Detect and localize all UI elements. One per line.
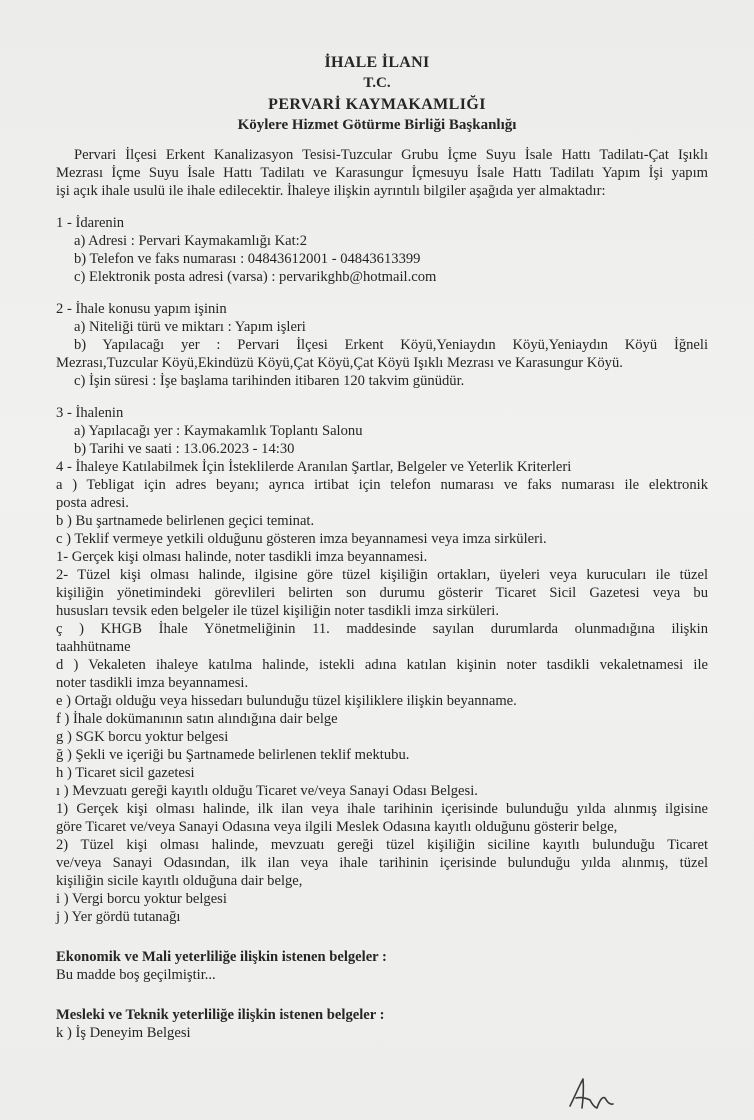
work-duration-line: c) İşin süresi : İşe başlama tarihinden itibaren 120 takvim günüdür. (74, 373, 465, 389)
financial-text: Bu madde boş geçilmiştir... (56, 967, 216, 983)
intro-line: işi açık ihale usulü ile ihale edilecektir. İhaleye ilişkin ayrıntılı bilgiler aşağıda yer almaktadır: (56, 183, 606, 199)
requirement-line: ve/veya Sanayi Odasından, ilk ilan veya ihale tarihinin içerisinde bulunduğu yılda alınmış, tüzel (56, 855, 708, 871)
office-name: PERVARİ KAYMAKAMLIĞI (268, 96, 486, 113)
phone-line: b) Telefon ve faks numarası : 04843612001 - 04843613399 (74, 251, 421, 267)
technical-item: k ) İş Deneyim Belgesi (56, 1025, 191, 1041)
signature-mark (566, 1074, 616, 1114)
work-type-line: a) Niteliği türü ve miktarı : Yapım işleri (74, 319, 306, 335)
requirement-line: d ) Vekaleten ihaleye katılma halinde, istekli adına katılan kişinin noter tasdikli vekaletnamesi ile (56, 657, 708, 673)
document-header (0, 52, 754, 136)
requirement-line: hususları tevsik eden belgeler ile tüzel kişiliğin noter tasdikli imza sirküleri. (56, 603, 499, 619)
address-line: a) Adresi : Pervari Kaymakamlığı Kat:2 (74, 233, 308, 249)
requirement-line: i ) Vergi borcu yoktur belgesi (56, 891, 227, 907)
work-location-line: Mezrası,Tuzcular Köyü,Ekindüzü Köyü,Çat Köyü,Çat Köyü Işıklı Mezrası ve Karasungur Köyü. (56, 355, 623, 371)
requirement-line: posta adresi. (56, 495, 129, 511)
requirement-line: ç ) KHGB İhale Yönetmeliğinin 11. maddesinde sayılan durumlarda olunmadığına ilişkin (56, 621, 708, 637)
document-body (56, 146, 708, 1042)
requirement-line: kişiliğin yönetimindeki görevlileri belirten son durumu gösterir Ticaret Sicil Gazetesi veya bu (56, 585, 708, 601)
requirement-line: j ) Yer gördü tutanağı (56, 909, 181, 925)
technical-heading: Mesleki ve Teknik yeterliliğe ilişkin istenen belgeler : (56, 1007, 385, 1023)
requirement-line: e ) Ortağı olduğu veya hissedarı bulunduğu tüzel kişiliklere ilişkin beyanname. (56, 693, 517, 709)
email-line: c) Elektronik posta adresi (varsa) : pervarikghb@hotmail.com (74, 269, 437, 285)
work-location-line: b) Yapılacağı yer : Pervari İlçesi Erkent Köyü,Yeniaydın Köyü,Yeniaydın Köyü İğneli (74, 337, 708, 353)
requirement-line: noter tasdikli imza beyannamesi. (56, 675, 249, 691)
financial-heading: Ekonomik ve Mali yeterliliğe ilişkin istenen belgeler : (56, 949, 387, 965)
requirement-line: 2- Tüzel kişi olması halinde, ilgisine göre tüzel kişiliğin ortakları, üyeleri veya kurucuları ile tüzel (56, 567, 708, 583)
requirement-line: 1- Gerçek kişi olması halinde, noter tasdikli imza beyannamesi. (56, 549, 428, 565)
tender-place-line: a) Yapılacağı yer : Kaymakamlık Toplantı Salonu (74, 423, 363, 439)
requirement-line: 1) Gerçek kişi olması halinde, ilk ilan veya ihale tarihinin içerisinde bulunduğu yılda alınmış ilgisine (56, 801, 708, 817)
requirement-line: taahhütname (56, 639, 131, 655)
requirement-line: ı ) Mevzuatı gereği kayıtlı olduğu Ticaret ve/veya Sanayi Odası Belgesi. (56, 783, 478, 799)
requirement-line: göre Ticaret ve/veya Sanayi Odasına veya ilgili Meslek Odasına kayıtlı olduğunu gösterir belge, (56, 819, 618, 835)
requirement-line: h ) Ticaret sicil gazetesi (56, 765, 195, 781)
requirement-line: f ) İhale dokümanının satın alındığına dair belge (56, 711, 338, 727)
section-heading: 4 - İhaleye Katılabilmek İçin İsteklilerde Aranılan Şartlar, Belgeler ve Yeterlik Kriterleri (56, 459, 572, 475)
intro-line: Mezrası İçme Suyu İsale Hattı Tadilatı ve Karasungur İçmesuyu İsale Hattı Tadilatı Yapım İşi yapım (56, 165, 708, 181)
announcement-title: İHALE İLANI (324, 54, 430, 71)
country-abbreviation: T.C. (363, 75, 391, 91)
tender-date-line: b) Tarihi ve saati : 13.06.2023 - 14:30 (74, 441, 295, 457)
requirement-line: b ) Bu şartnamede belirlenen geçici teminat. (56, 513, 315, 529)
requirement-line: c ) Teklif vermeye yetkili olduğunu gösteren imza beyannamesi veya imza sirküleri. (56, 531, 547, 547)
section-heading: 1 - İdarenin (56, 215, 125, 231)
union-name: Köylere Hizmet Götürme Birliği Başkanlığı (237, 117, 517, 133)
requirement-line: 2) Tüzel kişi olması halinde, mevzuatı gereği tüzel kişiliğin siciline kayıtlı bulunduğu Ticaret (56, 837, 708, 853)
requirement-line: a ) Tebligat için adres beyanı; ayrıca irtibat için telefon numarası ve faks numarası ile elektronik (56, 477, 708, 493)
requirement-line: kişiliğin sicile kayıtlı olduğuna dair belge, (56, 873, 303, 889)
intro-line: Pervari İlçesi Erkent Kanalizasyon Tesisi-Tuzcular Grubu İçme Suyu İsale Hattı Tadilatı-Çat Işıklı (74, 147, 708, 163)
requirement-line: g ) SGK borcu yoktur belgesi (56, 729, 229, 745)
requirement-line: ğ ) Şekli ve içeriği bu Şartnamede belirlenen teklif mektubu. (56, 747, 410, 763)
section-heading: 3 - İhalenin (56, 405, 124, 421)
section-heading: 2 - İhale konusu yapım işinin (56, 301, 227, 317)
